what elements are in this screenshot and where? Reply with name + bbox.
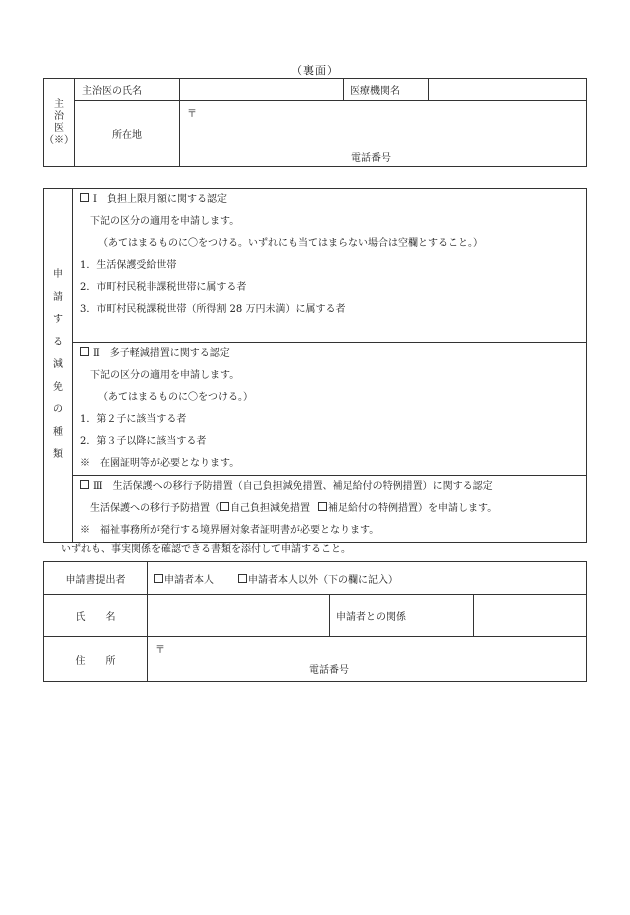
part1-title-line xyxy=(80,189,586,211)
physician-name-field[interactable] xyxy=(180,79,344,101)
reduction-table xyxy=(43,188,587,543)
part2-title-line xyxy=(80,343,586,365)
part2-item[interactable]: 2．第３子以降に該当する者 xyxy=(80,436,207,447)
part1-line2: （あてはまるものに〇をつける。いずれにも当てはまらない場合は空欄とすること。） xyxy=(98,238,483,249)
part3-title: Ⅲ 生活保護への移行予防措置（自己負担減免措置、補足給付の特例措置）に関する認定 xyxy=(93,481,493,492)
submitter-other-checkbox[interactable] xyxy=(238,574,247,583)
part3-checkbox[interactable] xyxy=(80,480,89,489)
part1-item[interactable]: 3．市町村民税課税世帯（所得割 28 万円未満）に属する者 xyxy=(80,304,346,315)
part3-title-line xyxy=(80,476,586,498)
physician-section-label: 主 治 医 （※） xyxy=(44,79,75,167)
part2-item[interactable]: 1．第２子に該当する者 xyxy=(80,414,187,425)
part2-checkbox[interactable] xyxy=(80,347,89,356)
relation-field[interactable] xyxy=(474,595,587,637)
applicant-name-field[interactable] xyxy=(148,595,330,637)
self-burden-checkbox[interactable] xyxy=(220,502,229,511)
supplement-checkbox[interactable] xyxy=(318,502,327,511)
institution-label: 医療機関名 xyxy=(344,79,429,101)
part2-line1: 下記の区分の適用を申請します。 xyxy=(90,370,240,381)
part1-line1: 下記の区分の適用を申請します。 xyxy=(90,216,240,227)
submitter-self-label: 申請者本人 xyxy=(164,574,214,586)
physician-address-label: 所在地 xyxy=(75,101,180,167)
part1-cell xyxy=(73,189,587,343)
physician-address-field[interactable] xyxy=(180,101,587,167)
institution-field[interactable] xyxy=(429,79,587,101)
page-title: （裏面） xyxy=(291,64,339,77)
reduction-section-label: 申 請 す る 減 免 の 種 類 xyxy=(44,189,73,543)
part1-item[interactable]: 1．生活保護受給世帯 xyxy=(80,260,177,271)
relation-label: 申請者との関係 xyxy=(330,595,474,637)
physician-phone-label: 電話番号 xyxy=(351,153,391,164)
applicant-name-label: 氏 名 xyxy=(44,595,148,637)
applicant-address-field[interactable] xyxy=(148,637,587,682)
submitter-options xyxy=(148,562,587,595)
part2-cell xyxy=(73,343,587,476)
submitter-other-label: 申請者本人以外（下の欄に記入） xyxy=(248,574,398,586)
part2-line2: （あてはまるものに〇をつける。） xyxy=(98,392,253,403)
part3-cell xyxy=(73,476,587,543)
part1-checkbox[interactable] xyxy=(80,193,89,202)
physician-table xyxy=(43,78,587,167)
submitter-self-checkbox[interactable] xyxy=(154,574,163,583)
notice-text: いずれも、事実関係を確認できる書類を添付して申請すること。 xyxy=(61,544,351,555)
applicant-address-label: 住 所 xyxy=(44,637,148,682)
part3-note: ※ 福祉事務所が発行する境界層対象者証明書が必要となります。 xyxy=(80,525,380,536)
part1-item[interactable]: 2．市町村民税非課税世帯に属する者 xyxy=(80,282,247,293)
applicant-table xyxy=(43,561,587,682)
physician-name-label: 主治医の氏名 xyxy=(75,79,180,101)
part2-note: ※ 在園証明等が必要となります。 xyxy=(80,458,240,469)
part2-title: Ⅱ 多子軽減措置に関する認定 xyxy=(93,348,230,359)
postal-mark: 〒 xyxy=(155,645,165,656)
applicant-phone-label: 電話番号 xyxy=(309,665,349,676)
postal-mark: 〒 xyxy=(187,109,197,120)
part1-title: Ⅰ 負担上限月額に関する認定 xyxy=(93,194,227,205)
part3-line1: 生活保護への移行予防措置（ 自己負担減免措置 補足給付の特例措置）を申請します。 xyxy=(90,503,498,514)
submitter-label: 申請書提出者 xyxy=(44,562,148,595)
